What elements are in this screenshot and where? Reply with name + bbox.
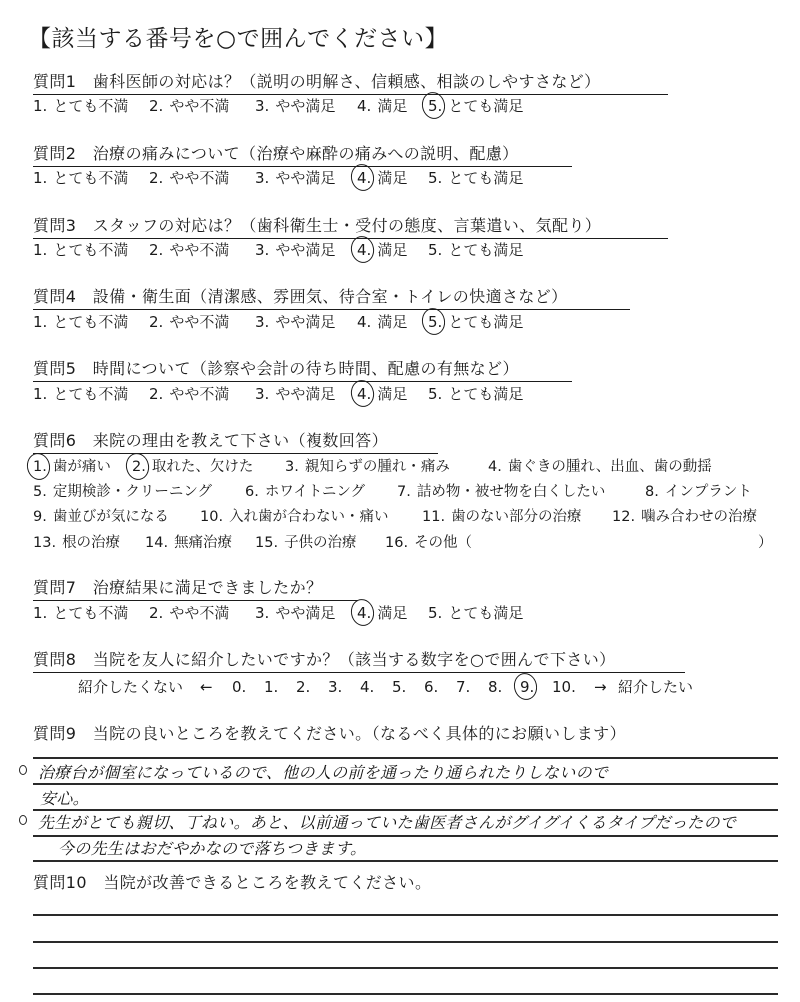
scale-value	[552, 677, 594, 697]
option-number: 11.	[422, 509, 446, 525]
question-6-title: 質問6 来院の理由を教えて下さい（複数回答）	[33, 431, 438, 454]
option-2	[149, 240, 229, 260]
question-10-title: 質問10 当院が改善できるところを教えてください。	[33, 873, 432, 892]
question-4-options	[33, 312, 773, 332]
scale-number: 8.	[488, 678, 503, 696]
option-label: 満足	[377, 385, 408, 403]
option-1	[33, 457, 111, 477]
options-row-4	[33, 533, 773, 553]
option-2	[132, 457, 253, 477]
option-label: 親知らずの腫れ・痛み	[304, 459, 450, 475]
option-number: 1.	[33, 459, 47, 475]
option-number: 4.	[488, 459, 502, 475]
option-9	[33, 507, 169, 527]
option-8	[645, 482, 752, 502]
option-11	[422, 507, 582, 527]
option-number: 3.	[255, 604, 270, 622]
scale-value	[360, 677, 392, 697]
option-label: とても不満	[53, 97, 129, 115]
scale-number: 2.	[296, 678, 311, 696]
scale-value	[264, 677, 296, 697]
option-number: 5.	[428, 97, 443, 115]
option-number: 4.	[357, 604, 372, 622]
option-number: 4.	[357, 97, 372, 115]
question-2-options	[33, 168, 773, 188]
option-label: 満足	[377, 97, 408, 115]
options-row-2	[33, 482, 773, 502]
option-label: とても満足	[448, 241, 524, 259]
option-label: 満足	[377, 169, 408, 187]
scale-number: 9.	[520, 678, 535, 696]
scale-value	[424, 677, 456, 697]
option-label: 歯ぐきの腫れ、出血、歯の動揺	[507, 459, 712, 475]
option-number: 1.	[33, 97, 48, 115]
option-label: 無痛治療	[174, 535, 233, 551]
option-number: 1.	[33, 169, 48, 187]
option-label: やや満足	[275, 313, 336, 331]
option-label: とても不満	[53, 241, 129, 259]
option-label: 取れた、欠けた	[151, 459, 254, 475]
option-number: 12.	[612, 509, 636, 525]
scale-value	[392, 677, 424, 697]
option-number: 5.	[428, 385, 443, 403]
scale-number: 1.	[264, 678, 279, 696]
option-2	[149, 168, 229, 188]
question-1-title: 質問1 歯科医師の対応は？（説明の明解さ、信頼感、相談のしやすさなど）	[33, 72, 668, 95]
recommend-scale	[78, 677, 693, 697]
option-number: 1.	[33, 313, 48, 331]
option-label: やや不満	[169, 169, 230, 187]
option-label: やや満足	[275, 169, 336, 187]
option-5	[428, 240, 523, 260]
option-12	[612, 507, 757, 527]
option-2	[149, 384, 229, 404]
option-number: 2.	[132, 459, 146, 475]
option-number: 4.	[357, 241, 372, 259]
option-number: 13.	[33, 535, 57, 551]
option-label: 根の治療	[62, 535, 121, 551]
option-7	[397, 482, 605, 502]
bullet-mark-icon	[19, 765, 27, 775]
option-16-other	[385, 533, 472, 553]
option-label: 詰め物・被せ物を白くしたい	[416, 484, 606, 500]
scale-number: 4.	[360, 678, 375, 696]
option-1	[33, 312, 128, 332]
form-instruction-header: 【該当する番号を○で囲んでください】	[28, 26, 449, 52]
option-1	[33, 384, 128, 404]
handwritten-answer-line: 安心。	[40, 789, 89, 808]
option-number: 14.	[145, 535, 169, 551]
option-number: 1.	[33, 241, 48, 259]
scale-number: 10.	[552, 678, 576, 696]
question-9-title: 質問9 当院の良いところを教えてください。（なるべく具体的にお願いします）	[33, 724, 626, 743]
option-5	[428, 384, 523, 404]
bullet-mark-icon	[19, 815, 27, 825]
option-1	[33, 240, 128, 260]
option-14	[145, 533, 232, 553]
option-label: とても不満	[53, 385, 129, 403]
answer-line	[33, 860, 778, 862]
option-number: 9.	[33, 509, 47, 525]
scale-value	[296, 677, 328, 697]
option-2	[149, 312, 229, 332]
option-label: やや満足	[275, 604, 336, 622]
question-4-title: 質問4 設備・衛生面（清潔感、雰囲気、待合室・トイレの快適さなど）	[33, 287, 630, 310]
option-label: 満足	[377, 313, 408, 331]
option-number: 2.	[149, 385, 164, 403]
option-label: とても満足	[448, 313, 524, 331]
option-label: とても不満	[53, 169, 129, 187]
answer-line	[33, 967, 778, 969]
question-5-title: 質問5 時間について（診察や会計の待ち時間、配慮の有無など）	[33, 359, 572, 382]
option-number: 3.	[255, 97, 270, 115]
option-5	[428, 312, 523, 332]
option-6	[245, 482, 365, 502]
option-label: 満足	[377, 241, 408, 259]
option-number: 2.	[149, 97, 164, 115]
option-number: 8.	[645, 484, 659, 500]
option-label: 満足	[377, 604, 408, 622]
option-number: 4.	[357, 385, 372, 403]
option-number: 2.	[149, 241, 164, 259]
option-3	[255, 240, 335, 260]
option-label: やや不満	[169, 313, 230, 331]
option-label: やや不満	[169, 97, 230, 115]
option-3	[255, 168, 335, 188]
option-label: 歯並びが気になる	[52, 509, 169, 525]
option-4	[357, 240, 407, 260]
option-4	[357, 168, 407, 188]
question-7-title: 質問7 治療結果に満足できましたか？	[33, 578, 358, 601]
option-number: 2.	[149, 604, 164, 622]
option-label: ホワイトニング	[264, 484, 366, 500]
option-number: 4.	[357, 313, 372, 331]
answer-line	[33, 914, 778, 916]
option-number: 5.	[428, 169, 443, 187]
option-label: とても満足	[448, 604, 524, 622]
handwritten-answer-line: 治療台が個室になっているので、他の人の前を通ったり通られたりしないので	[38, 763, 609, 782]
option-1	[33, 603, 128, 623]
scale-value	[520, 677, 552, 697]
option-label: とても不満	[53, 313, 129, 331]
option-number: 15.	[255, 535, 279, 551]
option-number: 3.	[255, 169, 270, 187]
option-5	[428, 603, 523, 623]
question-2-title: 質問2 治療の痛みについて（治療や麻酔の痛みへの説明、配慮）	[33, 144, 572, 167]
option-3	[285, 457, 450, 477]
option-label: とても満足	[448, 169, 524, 187]
option-13	[33, 533, 120, 553]
option-label: その他（	[414, 535, 473, 551]
option-5	[428, 96, 523, 116]
option-number: 1.	[33, 385, 48, 403]
scale-value	[328, 677, 360, 697]
options-row-3	[33, 507, 773, 527]
option-number: 7.	[397, 484, 411, 500]
scale-value	[232, 677, 264, 697]
option-number: 5.	[428, 241, 443, 259]
option-number: 3.	[255, 385, 270, 403]
other-close-paren: ）	[758, 535, 773, 551]
option-4	[357, 384, 407, 404]
option-label: 噛み合わせの治療	[641, 509, 758, 525]
option-label: やや不満	[169, 385, 230, 403]
scale-number: 6.	[424, 678, 439, 696]
option-label: やや不満	[169, 241, 230, 259]
option-label: 子供の治療	[284, 535, 357, 551]
option-10	[200, 507, 389, 527]
scale-number: 3.	[328, 678, 343, 696]
option-number: 3.	[255, 241, 270, 259]
option-1	[33, 96, 128, 116]
option-4	[357, 603, 407, 623]
option-number: 3.	[255, 313, 270, 331]
option-number: 5.	[428, 604, 443, 622]
option-number: 6.	[245, 484, 259, 500]
option-4	[488, 457, 712, 477]
option-3	[255, 312, 335, 332]
scale-number: 7.	[456, 678, 471, 696]
option-number: 2.	[149, 169, 164, 187]
option-5	[33, 482, 212, 502]
option-label: とても不満	[53, 604, 129, 622]
scale-left-label: 紹介したくない	[78, 678, 184, 696]
option-label: とても満足	[448, 97, 524, 115]
option-label: やや満足	[275, 97, 336, 115]
option-5	[428, 168, 523, 188]
option-label: とても満足	[448, 385, 524, 403]
option-number: 16.	[385, 535, 409, 551]
question-7-options	[33, 603, 773, 623]
option-number: 5.	[428, 313, 443, 331]
option-number: 5.	[33, 484, 47, 500]
option-3	[255, 96, 335, 116]
left-arrow-icon: ←	[200, 678, 213, 696]
option-label: 入れ歯が合わない・痛い	[229, 509, 389, 525]
right-arrow-icon: →	[594, 678, 607, 696]
option-4	[357, 312, 407, 332]
question-1-options	[33, 96, 773, 116]
scale-number: 5.	[392, 678, 407, 696]
scale-value	[456, 677, 488, 697]
option-4	[357, 96, 407, 116]
option-number: 3.	[285, 459, 299, 475]
options-row-1	[33, 457, 773, 477]
option-label: 定期検診・クリーニング	[52, 484, 213, 500]
option-15	[255, 533, 357, 553]
option-label: やや満足	[275, 385, 336, 403]
answer-line	[33, 993, 778, 995]
question-3-title: 質問3 スタッフの対応は？（歯科衛生士・受付の態度、言葉遣い、気配り）	[33, 216, 668, 239]
answer-line	[33, 783, 778, 785]
scale-right-label: 紹介したい	[618, 678, 694, 696]
option-label: 歯のない部分の治療	[451, 509, 582, 525]
handwritten-answer-line: 今の先生はおだやかなので落ちつきます。	[58, 839, 367, 858]
scale-number: 0.	[232, 678, 247, 696]
option-number: 4.	[357, 169, 372, 187]
option-3	[255, 603, 335, 623]
option-label: インプラント	[664, 484, 752, 500]
option-label: やや満足	[275, 241, 336, 259]
option-number: 10.	[200, 509, 224, 525]
option-3	[255, 384, 335, 404]
option-2	[149, 96, 229, 116]
option-number: 1.	[33, 604, 48, 622]
question-3-options	[33, 240, 773, 260]
option-1	[33, 168, 128, 188]
answer-line	[33, 757, 778, 759]
handwritten-answer-line: 先生がとても親切、丁ねい。あと、以前通っていた歯医者さんがグイグイくるタイプだったので	[38, 813, 737, 832]
option-label: やや不満	[169, 604, 230, 622]
option-label: 歯が痛い	[52, 459, 111, 475]
option-number: 2.	[149, 313, 164, 331]
question-8-title: 質問8 当院を友人に紹介したいですか？（該当する数字を○で囲んで下さい）	[33, 650, 685, 673]
option-2	[149, 603, 229, 623]
answer-line	[33, 941, 778, 943]
question-5-options	[33, 384, 773, 404]
